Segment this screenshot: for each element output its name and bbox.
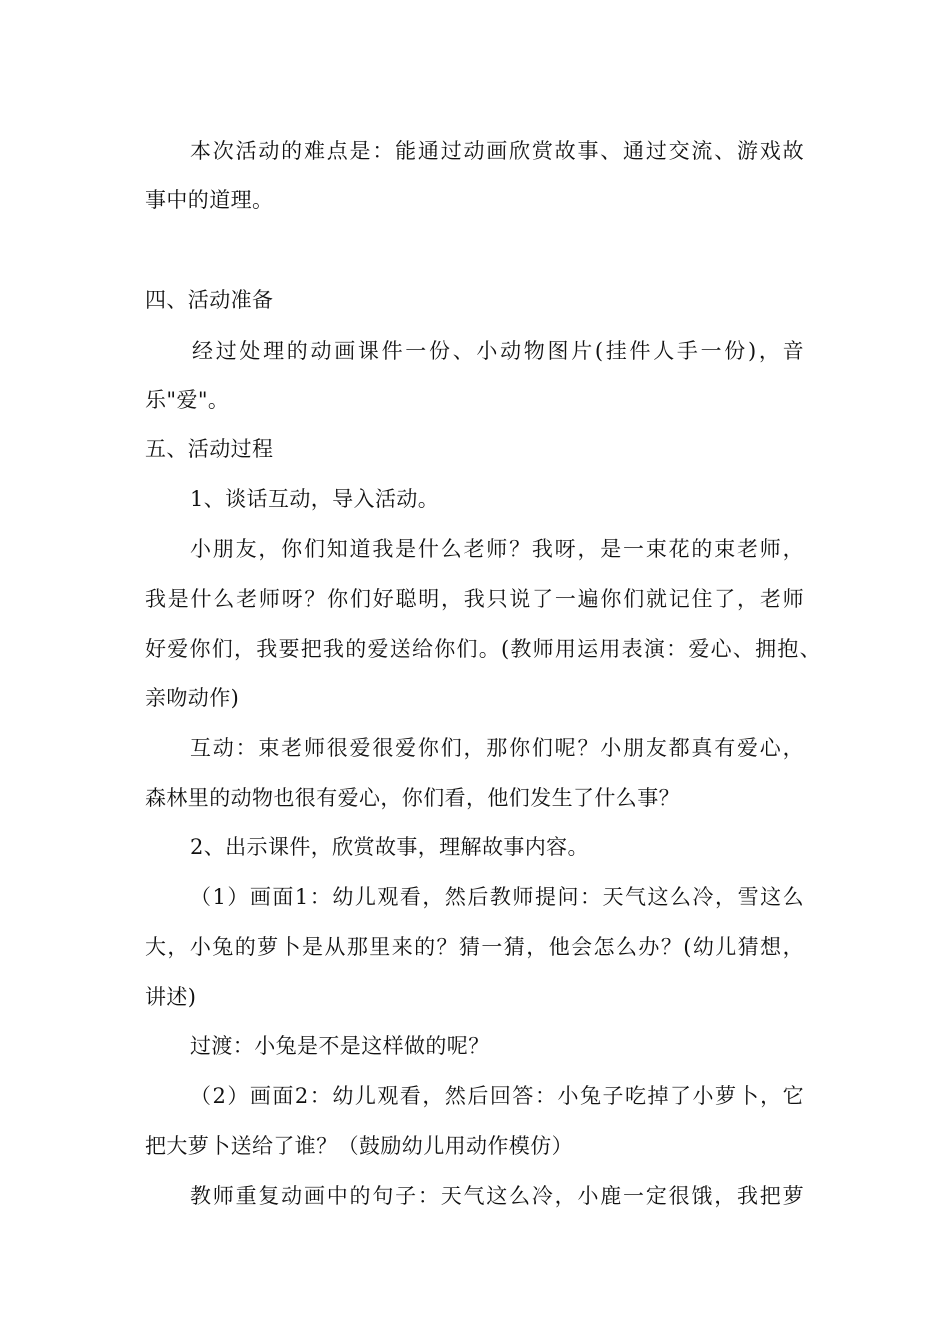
- subsection-heading: 2、出示课件，欣赏故事，理解故事内容。: [190, 835, 589, 859]
- text-line: 大，小兔的萝卜是从那里来的？猜一猜，他会怎么办？(幼儿猜想，: [145, 935, 804, 959]
- subsection-heading: 1、谈话互动，导入活动。: [190, 487, 440, 511]
- text-line: 过渡：小兔是不是这样做的呢？: [190, 1034, 490, 1058]
- text-line: 本次活动的难点是：能通过动画欣赏故事、通过交流、游戏故: [190, 139, 804, 163]
- text-line: 森林里的动物也很有爱心，你们看，他们发生了什么事？: [145, 786, 680, 810]
- text-line: 我是什么老师呀？你们好聪明，我只说了一遍你们就记住了，老师: [145, 587, 804, 611]
- text-line: 亲吻动作): [145, 686, 240, 710]
- section-heading: 五、活动过程: [145, 437, 274, 461]
- text-line: 好爱你们，我要把我的爱送给你们。(教师用运用表演：爱心、拥抱、: [145, 637, 821, 661]
- text-line: （1）画面1：幼儿观看，然后教师提问：天气这么冷，雪这么: [190, 885, 804, 909]
- section-heading: 四、活动准备: [145, 288, 274, 312]
- text-line: 事中的道理。: [145, 188, 274, 212]
- text-line: 小朋友，你们知道我是什么老师？我呀，是一束花的束老师，: [190, 537, 804, 561]
- text-line: 互动：束老师很爱很爱你们，那你们呢？小朋友都真有爱心，: [190, 736, 804, 760]
- text-line: （2）画面2：幼儿观看，然后回答：小兔子吃掉了小萝卜，它: [190, 1084, 804, 1108]
- text-line: 讲述): [145, 985, 197, 1009]
- text-line: 经过处理的动画课件一份、小动物图片(挂件人手一份)，音: [192, 339, 804, 363]
- text-line: 教师重复动画中的句子：天气这么冷，小鹿一定很饿，我把萝: [190, 1184, 804, 1208]
- text-line: 乐"爱"。: [145, 388, 230, 412]
- text-line: 把大萝卜送给了谁？（鼓励幼儿用动作模仿）: [145, 1134, 573, 1158]
